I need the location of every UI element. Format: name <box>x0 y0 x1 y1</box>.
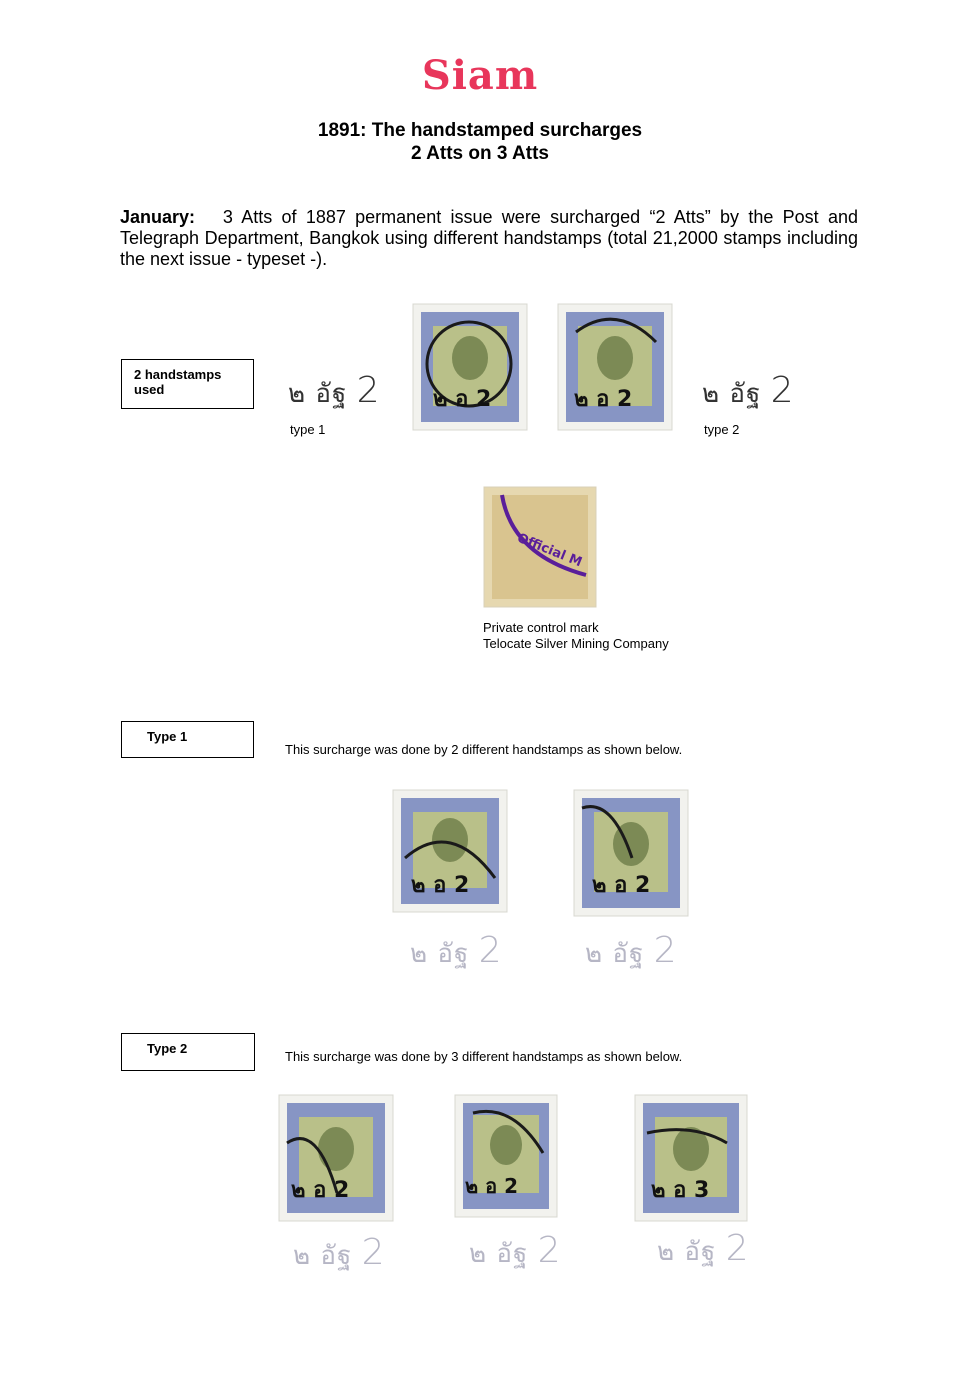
control-mark-stamp-text: Official M <box>514 530 584 571</box>
type2-section-note: This surcharge was done by 3 different handstamps as shown below. <box>285 1049 683 1064</box>
stamp-type1-handstamp-b <box>572 788 690 918</box>
page-title: Siam <box>421 52 539 99</box>
type1-section-note: This surcharge was done by 2 different handstamps as shown below. <box>285 742 683 757</box>
surcharge-number: 2 <box>770 370 795 411</box>
surcharge-thai-text: ๒ อัฐ <box>585 939 645 969</box>
handstamps-used-box <box>121 359 254 409</box>
control-mark-caption-line2: Telocate Silver Mining Company <box>483 636 669 651</box>
page-subtitle-year: 1891: The handstamped surcharges <box>317 120 643 141</box>
type2-handstamp-a-illustration <box>293 1232 386 1276</box>
stamp-type2-handstamp-a <box>277 1093 395 1223</box>
svg-text:๒ อ 2: ๒ อ 2 <box>411 873 470 898</box>
svg-text:๒ อ 2: ๒ อ 2 <box>592 873 651 898</box>
surcharge-thai-text: ๒ อัฐ <box>657 1237 717 1267</box>
surcharge-type2-illustration <box>702 370 795 414</box>
svg-text:๒ อ 2: ๒ อ 2 <box>433 387 492 412</box>
surcharge-thai-text: ๒ อัฐ <box>410 939 470 969</box>
type1-handstamp-a-illustration <box>410 930 503 974</box>
surcharge-thai-text: ๒ อัฐ <box>293 1241 353 1271</box>
type1-section-label: Type 1 <box>147 729 188 744</box>
intro-text: 3 Atts of 1887 permanent issue were surcharged “2 Atts” by the Post and Telegraph Department, Bangkok using different handstamps (total 21,2000 stamps including the next issue - typeset -). <box>120 207 858 269</box>
surcharge-number: 2 <box>725 1228 750 1269</box>
handstamps-used-label: 2 handstamps used <box>134 367 222 397</box>
svg-text:๒ อ 2: ๒ อ 2 <box>291 1178 350 1203</box>
surcharge-number: 2 <box>361 1232 386 1273</box>
surcharge-thai-text: ๒ อัฐ <box>469 1239 529 1269</box>
surcharge-number: 2 <box>478 930 503 971</box>
control-mark-caption-line1: Private control mark <box>483 620 599 635</box>
type1-section-box <box>121 721 254 758</box>
intro-lead: January: <box>120 207 196 227</box>
stamp-control-mark <box>482 485 598 609</box>
surcharge-number: 2 <box>537 1230 562 1271</box>
type2-section-label: Type 2 <box>147 1041 188 1056</box>
stamp-type1-example <box>411 302 529 432</box>
type2-handstamp-c-illustration <box>657 1228 750 1272</box>
type1-handstamp-b-illustration <box>585 930 678 974</box>
stamp-type1-handstamp-a <box>391 788 509 914</box>
control-mark-caption <box>483 620 669 652</box>
surcharge-thai-text: ๒ อัฐ <box>288 379 348 409</box>
type2-handstamp-b-illustration <box>469 1230 562 1274</box>
svg-text:๒ อ 2: ๒ อ 2 <box>574 387 633 412</box>
surcharge-number: 2 <box>356 370 381 411</box>
svg-text:๒ อ 3: ๒ อ 3 <box>651 1178 710 1203</box>
page-subtitle-value: 2 Atts on 3 Atts <box>411 143 549 164</box>
surcharge-number: 2 <box>653 930 678 971</box>
type2-section-box <box>121 1033 255 1071</box>
stamp-type2-handstamp-c <box>633 1093 749 1223</box>
svg-text:๒ อ 2: ๒ อ 2 <box>465 1174 519 1198</box>
type2-caption: type 2 <box>704 422 740 437</box>
stamp-type2-example <box>556 302 674 432</box>
intro-paragraph <box>120 207 858 270</box>
type1-caption: type 1 <box>290 422 326 437</box>
stamp-type2-handstamp-b <box>453 1093 559 1219</box>
surcharge-type1-illustration <box>288 370 381 414</box>
surcharge-thai-text: ๒ อัฐ <box>702 379 762 409</box>
